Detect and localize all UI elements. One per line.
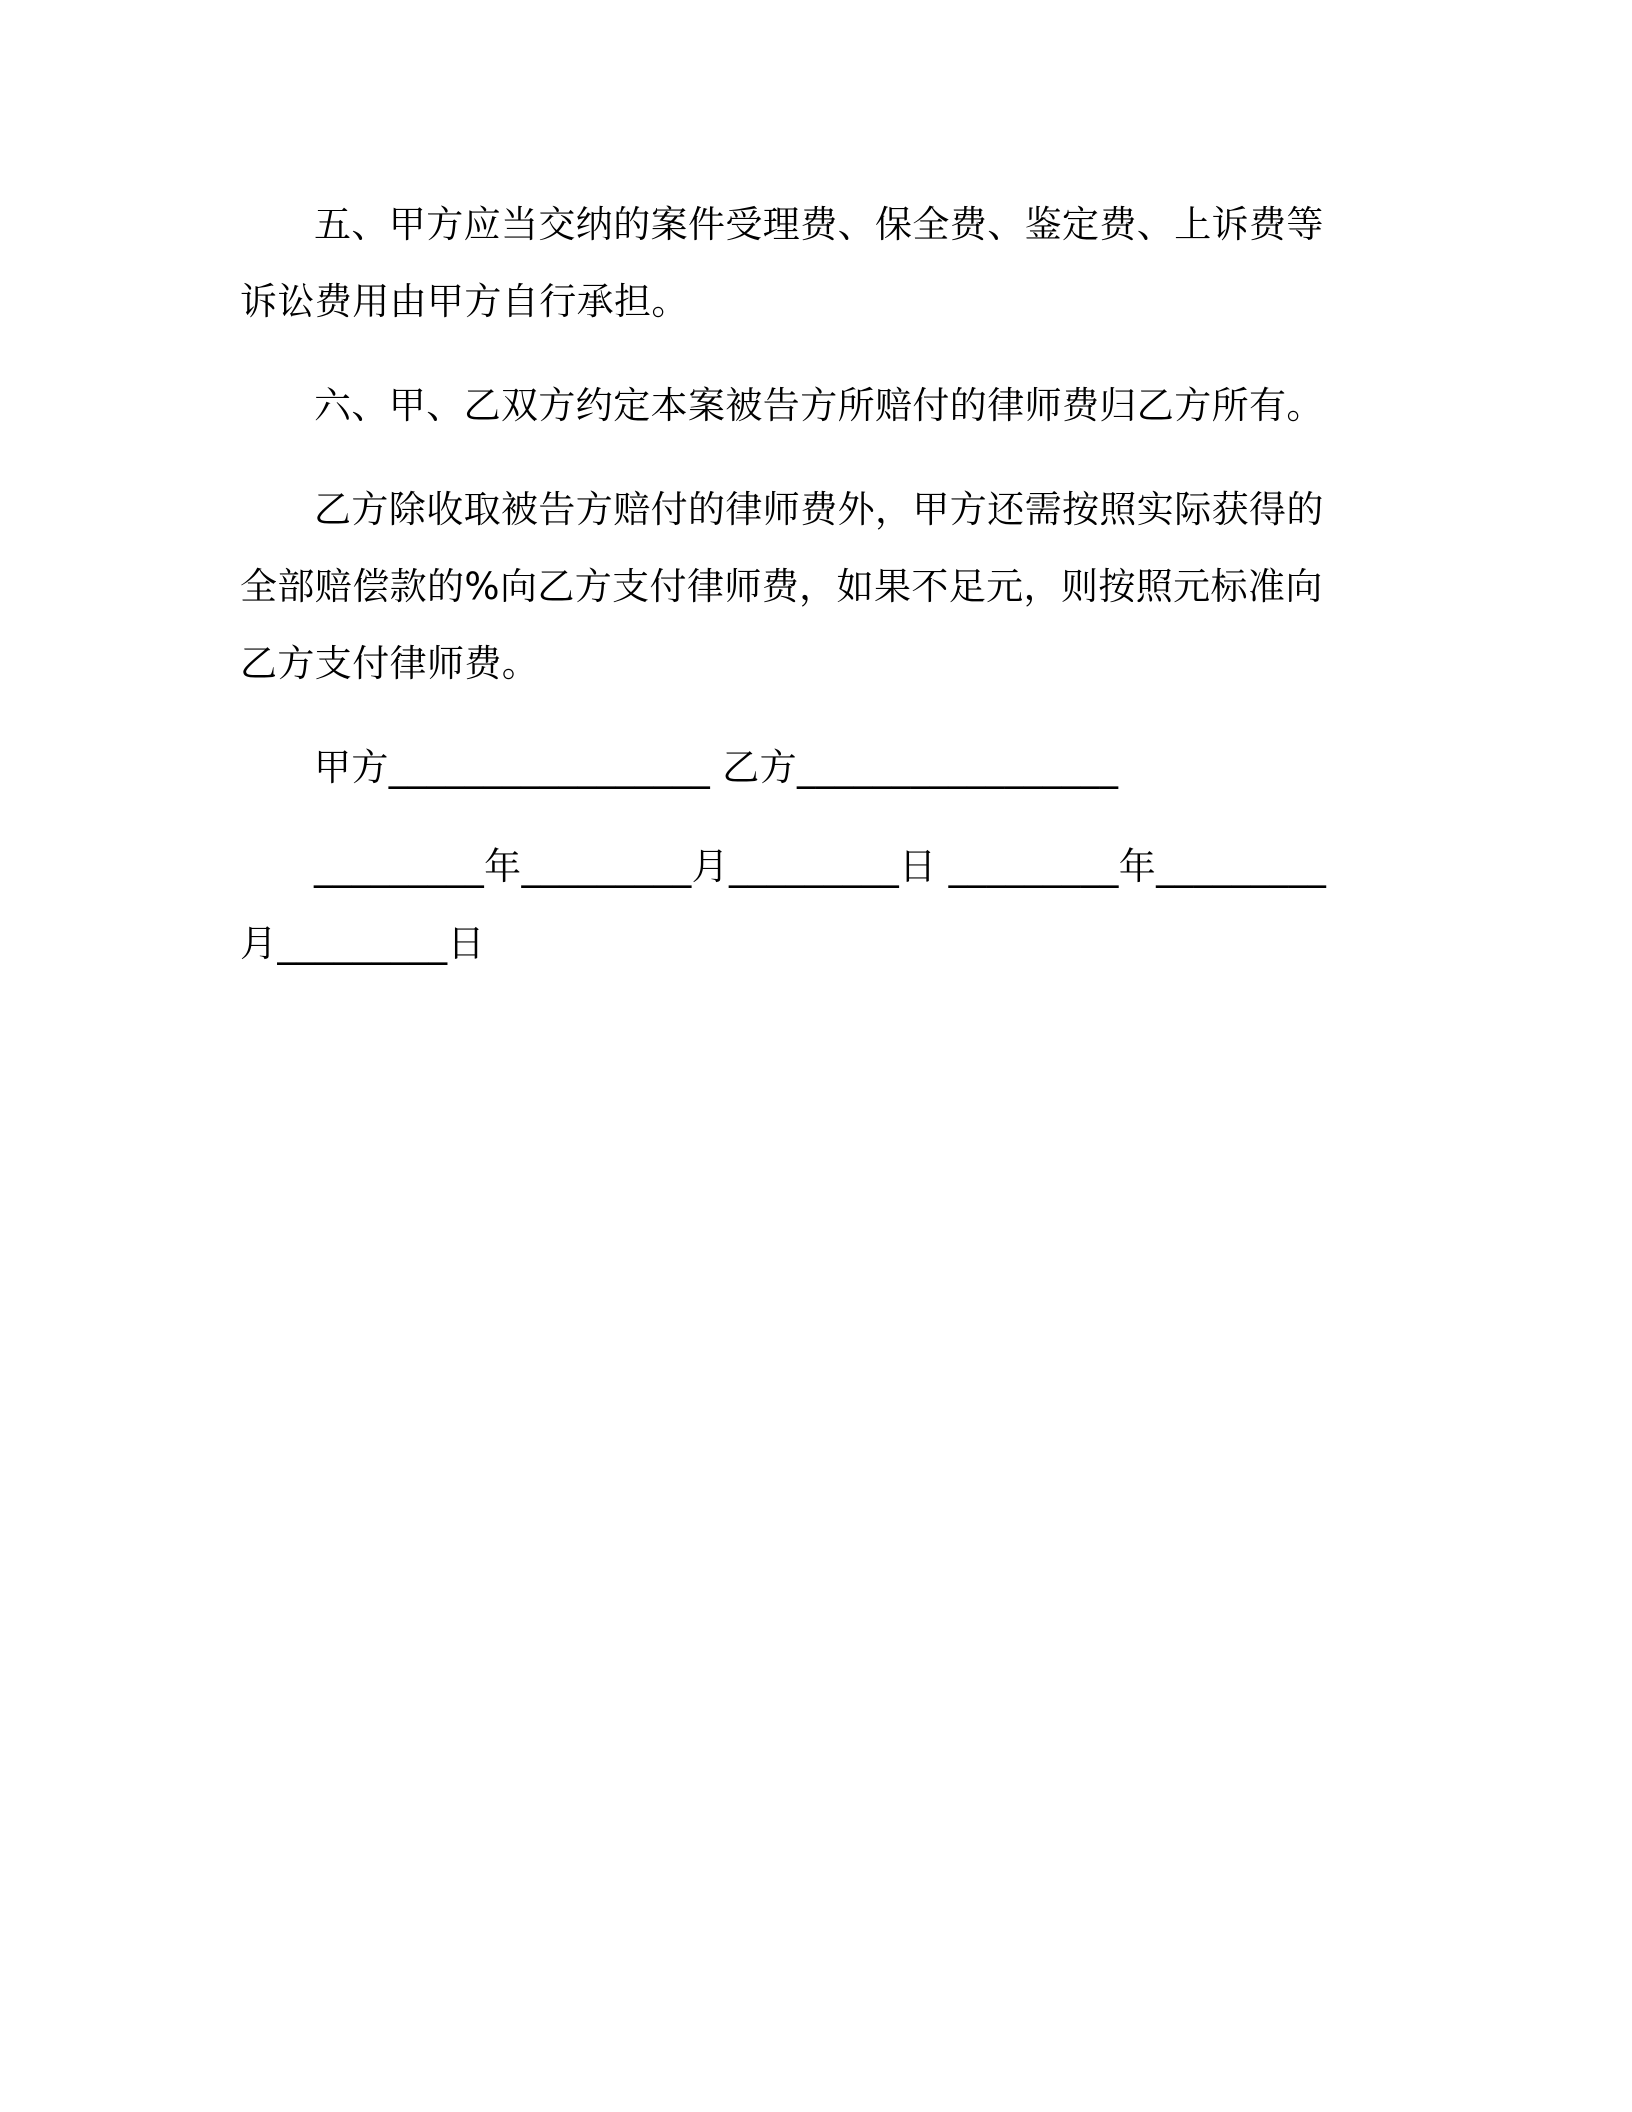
signature-line: 甲方_________________ 乙方_________________ <box>314 746 1119 789</box>
document-body <box>240 186 1350 982</box>
clause-five: 五、甲方应当交纳的案件受理费、保全费、鉴定费、上诉费等诉讼费用由甲方自行承担。 <box>240 203 1324 323</box>
clause-six: 六、甲、乙双方约定本案被告方所赔付的律师费归乙方所有。 <box>314 384 1324 427</box>
fee-paragraph: 乙方除收取被告方赔付的律师费外，甲方还需按照实际获得的全部赔偿款的%向乙方支付律师费，如果不足元，则按照元标准向乙方支付律师费。 <box>240 488 1324 685</box>
date-line: _________年_________月_________日 _________年_________月_________日 <box>240 845 1327 965</box>
